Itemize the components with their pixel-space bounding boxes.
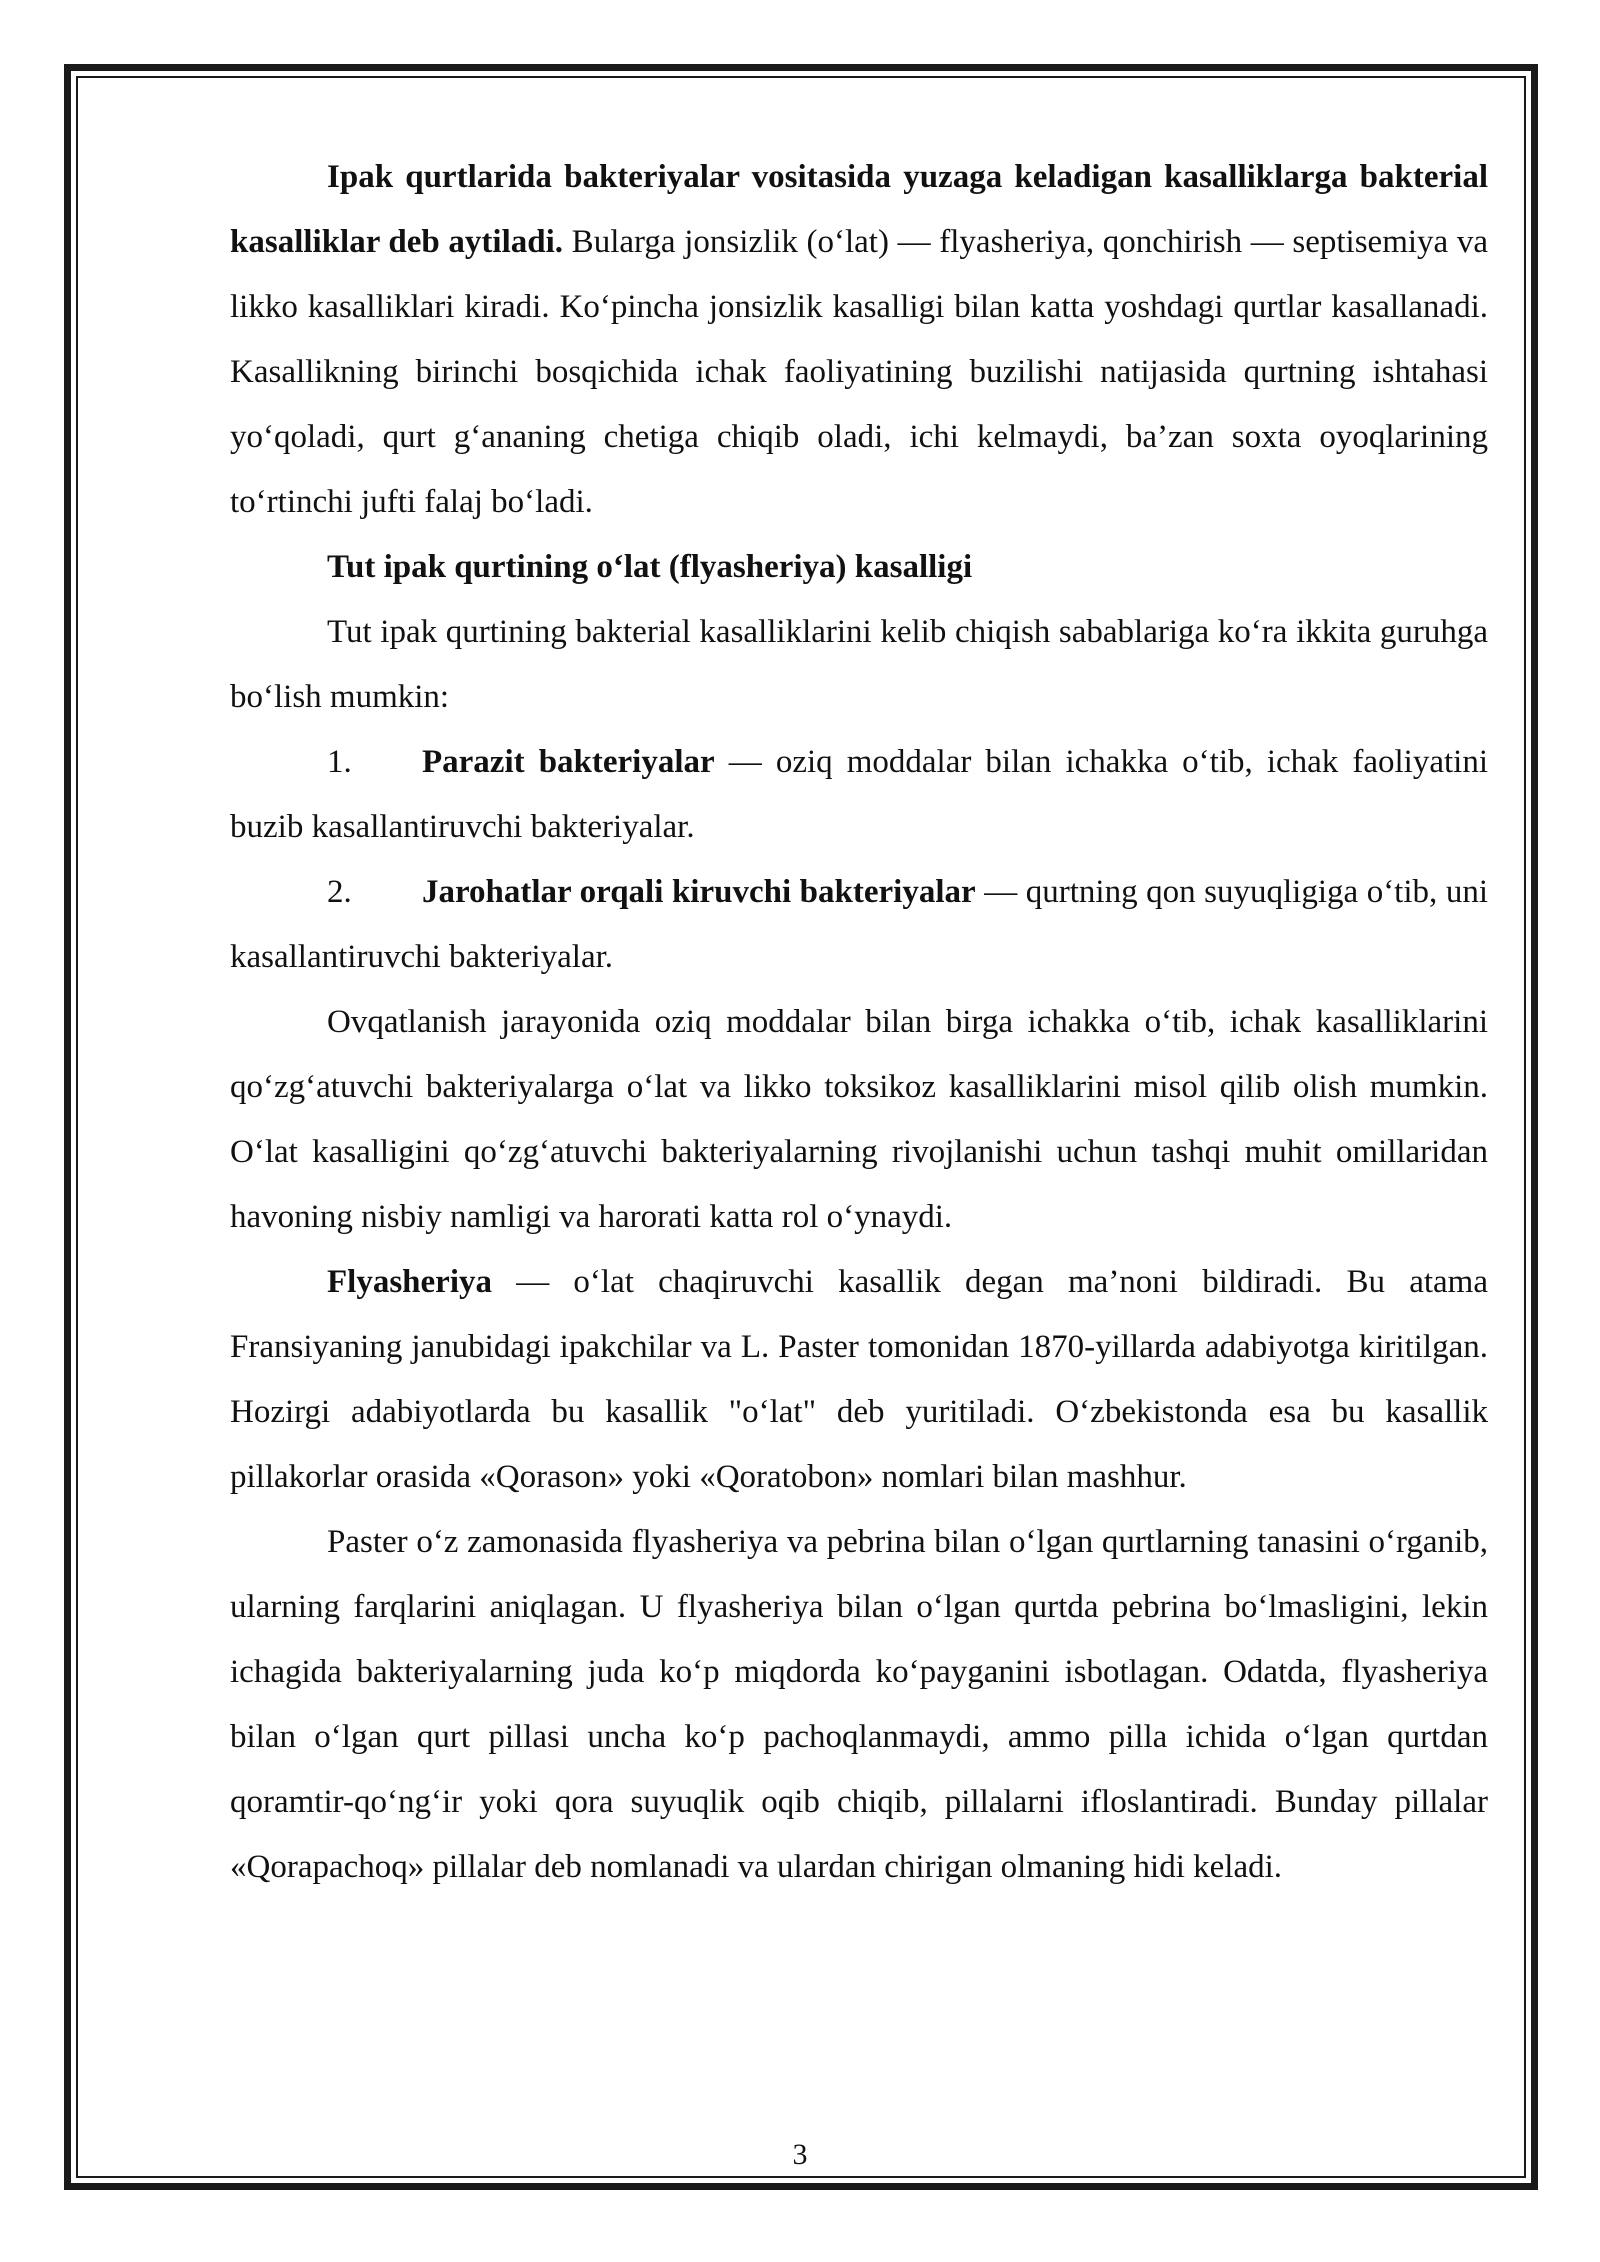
list-number-1: 1.	[327, 744, 352, 780]
list-item-1-text: — oziq moddalar bilan ichakka o‘tib, ichak faoliyatini buzib kasallantiruvchi bakteriyalar.	[230, 744, 1488, 845]
paragraph-intro	[230, 145, 1488, 535]
intro-text: Bularga jonsizlik (o‘lat) — flyasheriya, qonchirish — septisemiya va likko kasalliklari kiradi. Ko‘pincha jonsizlik kasalligi bilan katta yoshdagi qurtlar kasallanadi. Kasallikning birinchi bosqichida ichak faoliyatining buzilishi natijasida qurtning ishtahasi yo‘qoladi, qurt g‘ananing chetiga chiqib oladi, ichi kelmaydi, ba’zan soxta oyoqlarining to‘rtinchi jufti falaj bo‘ladi.	[230, 224, 1488, 520]
list-item-1	[230, 730, 1488, 860]
list-number-2: 2.	[327, 874, 352, 910]
flyasheriya-text: — o‘lat chaqiruvchi kasallik degan ma’noni bildiradi. Bu atama Fransiyaning janubidagi ipakchilar va L. Paster tomonidan 1870-yillarda adabiyotga kiritilgan. Hozirgi adabiyotlarda bu kasallik "o‘lat" deb yuritiladi. O‘zbekistonda esa bu kasallik pillakorlar orasida «Qorason» yoki «Qoratobon» nomlari bilan mashhur.	[230, 1264, 1488, 1495]
paragraph-paster: Paster o‘z zamonasida flyasheriya va pebrina bilan o‘lgan qurtlarning tanasini o‘rganib, ularning farqlarini aniqlagan. U flyasheriya bilan o‘lgan qurtda pebrina bo‘lmasligini, lekin ichagida bakteriyalarning juda ko‘p miqdorda ko‘payganini isbotlagan. Odatda, flyasheriya bilan o‘lgan qurt pillasi uncha ko‘p pachoqlanmaydi, ammo pilla ichida o‘lgan qurtdan qoramtir-qo‘ng‘ir yoki qora suyuqlik oqib chiqib, pillalarni ifloslantiradi. Bunday pillalar «Qorapachoq» pillalar deb nomlanadi va ulardan chirigan olmaning hidi keladi.	[230, 1524, 1488, 1885]
page-number: 3	[792, 2138, 808, 2171]
list-item-2-text: — qurtning qon suyuqligiga o‘tib, uni kasallantiruvchi bakteriyalar.	[230, 874, 1488, 975]
paragraph-groups: Tut ipak qurtining bakterial kasalliklarini kelib chiqish sabablariga ko‘ra ikkita guruhga bo‘lish mumkin:	[230, 614, 1488, 715]
document-body	[230, 145, 1488, 1900]
paragraph-flyasheriya	[230, 1250, 1488, 1510]
section-heading-text: Tut ipak qurtining o‘lat (flyasheriya) kasalligi	[327, 549, 973, 585]
list-item-1-bold: Parazit bakteriyalar	[422, 744, 715, 780]
intro-bold-text: Ipak qurtlarida bakteriyalar vositasida yuzaga keladigan kasalliklarga bakterial kasalliklar deb aytiladi.	[230, 159, 1488, 260]
list-item-2-bold: Jarohatlar orqali kiruvchi bakteriyalar	[422, 874, 976, 910]
paragraph-nutrition: Ovqatlanish jarayonida oziq moddalar bilan birga ichakka o‘tib, ichak kasalliklarini qo‘zg‘atuvchi bakteriyalarga o‘lat va likko toksikoz kasalliklarini misol qilib olish mumkin. O‘lat kasalligini qo‘zg‘atuvchi bakteriyalarning rivojlanishi uchun tashqi muhit omillaridan havoning nisbiy namligi va harorati katta rol o‘ynaydi.	[230, 1004, 1488, 1235]
section-heading	[230, 535, 1488, 600]
flyasheriya-bold: Flyasheriya	[327, 1264, 492, 1300]
list-item-2	[230, 860, 1488, 990]
